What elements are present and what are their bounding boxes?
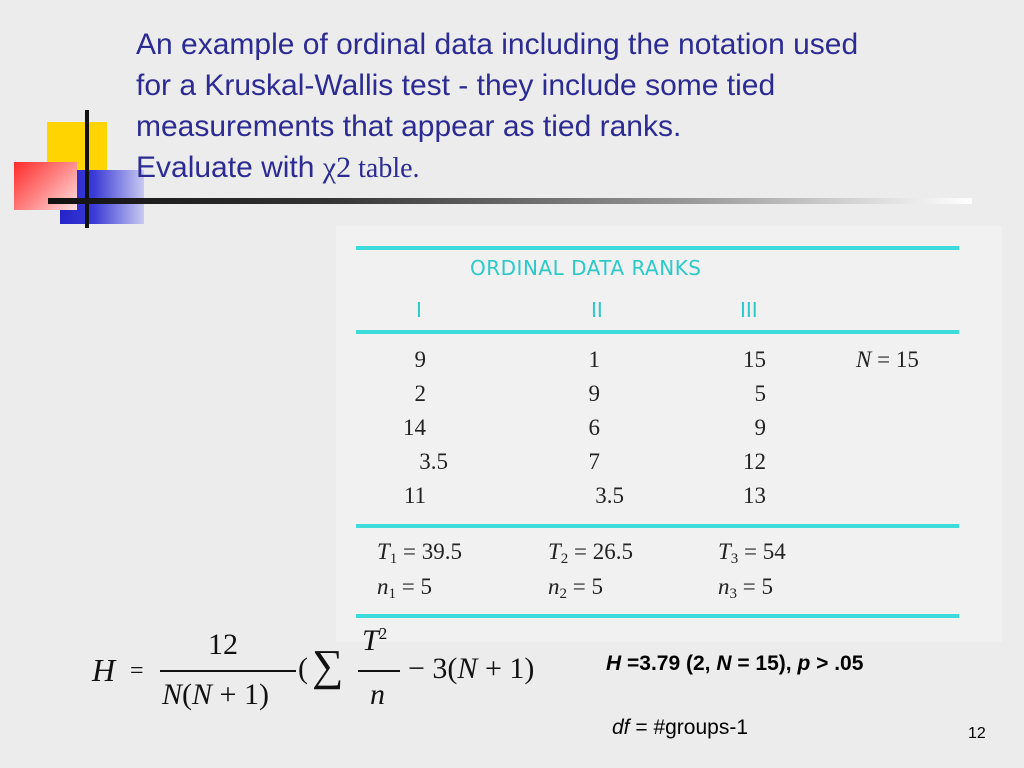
table-cell: 12 — [743, 449, 766, 474]
chi-square-symbol: χ2 — [322, 151, 352, 184]
table-cell: 5 — [754, 381, 766, 406]
group-size-3: $n_3 = 5$ — [718, 574, 773, 602]
title-line-3: measurements that appear as tied ranks. — [136, 110, 682, 143]
table-cell: 14 — [403, 415, 426, 440]
table-cell: 11 — [403, 483, 426, 508]
formula-h: H — [92, 652, 116, 688]
title-line-2: for a Kruskal-Wallis test - they include some tied — [136, 69, 776, 102]
table-bottom-rule — [356, 614, 959, 618]
title-line-4 — [136, 147, 996, 189]
total-n-label: N = 15 — [856, 347, 919, 372]
table-cell: 7 — [588, 449, 600, 474]
table-caption: ORDINAL DATA RANKS — [470, 256, 702, 280]
table-header-rule — [356, 330, 959, 334]
formula-numerator: 12 — [208, 628, 238, 661]
rank-sum-3: $T_3 = 54$ — [718, 539, 786, 567]
rank-sum-1: $T_1 = 39.5$ — [377, 539, 463, 567]
formula-tail: − 3(N + 1) — [408, 652, 535, 685]
table-cell: 3.5 — [419, 449, 448, 474]
table-cell: 1 — [588, 347, 600, 372]
table-cell: 6 — [588, 415, 600, 440]
table-top-rule — [356, 246, 959, 250]
decor-vertical-line — [85, 110, 89, 228]
ranks-table-panel — [336, 226, 1002, 642]
table-cell: 9 — [588, 381, 600, 406]
column-header-1: I — [416, 298, 422, 322]
table-cell: 2 — [414, 381, 426, 406]
title-line-4-prefix: Evaluate with — [136, 151, 323, 184]
table-sum-rule — [356, 524, 959, 528]
column-header-3: III — [740, 298, 758, 322]
page-number: 12 — [968, 725, 986, 742]
formula-t-squared: $T^2$ — [362, 624, 388, 657]
formula-fraction-bar — [160, 670, 296, 672]
degrees-of-freedom: df = #groups-1 — [612, 716, 749, 739]
title-underline — [48, 198, 972, 204]
formula-n: n — [370, 678, 385, 711]
group-size-2: $n_2 = 5$ — [548, 574, 603, 602]
table-cell: 9 — [414, 347, 426, 372]
table-cell: 3.5 — [595, 483, 624, 508]
sigma-symbol: ∑ — [312, 641, 344, 690]
table-cell: 9 — [754, 415, 766, 440]
title-line-4-suffix: table. — [351, 153, 420, 184]
group-size-1: $n_1 = 5$ — [377, 574, 432, 602]
table-cell: 15 — [743, 347, 766, 372]
table-cell: 13 — [743, 483, 766, 508]
title-line-1: An example of ordinal data including the notation used — [136, 28, 859, 61]
rank-sum-2: $T_2 = 26.5$ — [548, 539, 634, 567]
column-header-2: II — [591, 298, 603, 322]
test-result: H =3.79 (2, N = 15), p > .05 — [606, 652, 864, 675]
formula-denominator: N(N + 1) — [162, 678, 269, 711]
formula-equals: = — [130, 658, 144, 684]
formula-open-paren: ( — [298, 652, 308, 685]
slide-title — [136, 24, 996, 189]
formula-inner-fraction-bar — [358, 670, 400, 672]
